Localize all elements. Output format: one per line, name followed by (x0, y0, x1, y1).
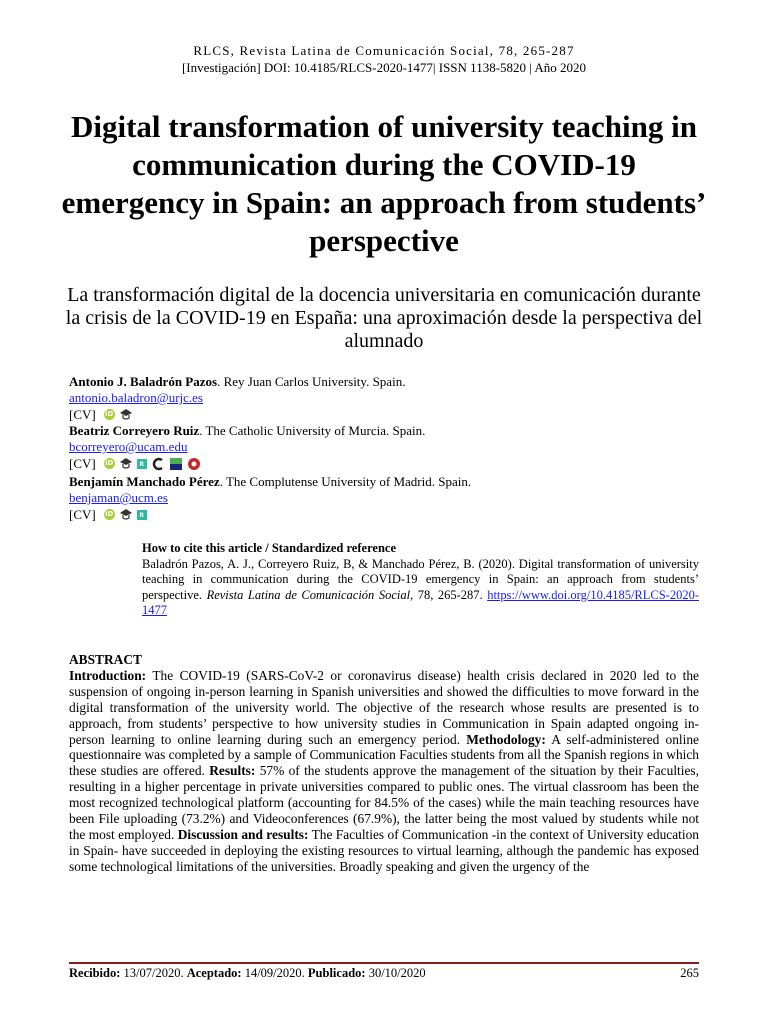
received-date: 13/07/2020. (120, 966, 187, 980)
author-affiliation: . The Catholic University of Murcia. Spain. (199, 423, 426, 438)
author-1 (69, 374, 709, 423)
scopus-icon[interactable] (169, 457, 183, 471)
results-text: 57% of the students approve the management of the situation by their Faculties, resulting in a higher percentage in private universities compared to public ones. The virtual classroom has been the most recognized technological platform (accounting for 84.5% of the cases) while the main teaching resources have been File uploading (73.2%) and Videoconferences (67.9%), the latter being the most valued by students while not the most employed. (69, 763, 699, 842)
researchgate-icon[interactable]: R (137, 459, 147, 469)
author-affiliation: . The Complutense University of Madrid. Spain. (219, 474, 472, 489)
article-title: Digital transformation of university teaching in communication during the COVID-19 emergency in Spain: an approach from students’ perspective (61, 109, 707, 258)
article-subtitle: La transformación digital de la docencia universitaria en comunicación durante la crisis de la COVID-19 en España: una aproximación desde la perspectiva del alumnado (65, 284, 703, 352)
citation-block (142, 541, 699, 619)
method-label: Methodology: (466, 731, 546, 747)
results-label: Results: (209, 763, 256, 779)
profile-icon[interactable] (187, 457, 201, 471)
orcid-icon[interactable]: iD (105, 510, 114, 518)
citation-tail: , 78, 265-287. (410, 587, 483, 602)
footer-divider (69, 962, 699, 964)
doi-link[interactable]: https://www.doi.org/10.4185/RLCS-2020-1477 (142, 587, 700, 617)
google-scholar-icon[interactable] (119, 408, 133, 421)
author-email-link[interactable]: antonio.baladron@urjc.es (69, 390, 203, 405)
citation-heading: How to cite this article / Standardized reference (142, 541, 396, 555)
orcid-icon[interactable]: iD (105, 459, 114, 467)
researchgate-icon[interactable]: R (137, 510, 147, 520)
intro-text: The COVID-19 (SARS-CoV-2 or coronavirus disease) health crisis declared in 2020 led to the suspension of ongoing in-person learning in Spanish universities and showed the difficulties to move forward in the digital transformation of the university world. The objective of the research whose results are presented is to approach, from students’ perspective to how university studies in Communication in Spain adapted ongoing in-person learning to online learning during such an emergency period. (69, 667, 699, 747)
abstract-heading: ABSTRACT (69, 652, 142, 667)
cv-link[interactable]: [CV] (69, 506, 96, 522)
page-footer (69, 966, 699, 981)
doi-header: [Investigación] DOI: 10.4185/RLCS-2020-1477| ISSN 1138-5820 | Año 2020 (181, 60, 587, 75)
author-name: Antonio J. Baladrón Pazos (69, 374, 218, 389)
journal-header: RLCS, Revista Latina de Comunicación Social, 78, 265-287 (193, 43, 575, 58)
google-scholar-icon[interactable] (119, 457, 133, 470)
accepted-label: Aceptado: (186, 966, 242, 980)
author-email-link[interactable]: bcorreyero@ucam.edu (69, 439, 188, 454)
author-affiliation: . Rey Juan Carlos University. Spain. (217, 374, 406, 389)
author-3 (69, 474, 709, 523)
author-name: Benjamín Manchado Pérez (69, 474, 220, 489)
citation-text: Baladrón Pazos, A. J., Correyero Ruiz, B, & Manchado Pérez, B. (2020). Digital transformation of university teaching in communication during the COVID-19 emergency in Spain: an approach from students’ perspective. (142, 556, 699, 602)
abstract-section (69, 652, 699, 875)
dialnet-icon[interactable] (151, 457, 165, 471)
author-2 (69, 423, 709, 472)
cv-link[interactable]: [CV] (69, 406, 96, 422)
received-label: Recibido: (69, 966, 121, 980)
intro-label: Introduction: (69, 667, 147, 683)
google-scholar-icon[interactable] (119, 508, 133, 521)
discussion-label: Discussion and results: (177, 826, 309, 842)
author-email-link[interactable]: benjaman@ucm.es (69, 490, 168, 505)
discussion-text: The Faculties of Communication -in the context of University education in Spain- have succeeded in deploying the existing resources to virtual learning, although the pandemic has exposed some technological limitations of the universities. Broadly speaking and given the urgency of the (69, 826, 699, 874)
published-label: Publicado: (307, 966, 366, 980)
cv-link[interactable]: [CV] (69, 455, 96, 471)
author-name: Beatriz Correyero Ruiz (69, 423, 200, 438)
footer-dates (69, 966, 426, 981)
published-date: 30/10/2020 (365, 966, 426, 980)
page-number: 265 (680, 966, 699, 980)
citation-journal: Revista Latina de Comunicación Social (206, 587, 411, 602)
method-text: A self-administered online questionnaire was completed by a sample of Communication Faculties students from all the Spanish regions in which these studies are offered. (69, 731, 699, 779)
accepted-date: 14/09/2020. (241, 966, 308, 980)
orcid-icon[interactable]: iD (105, 410, 114, 418)
